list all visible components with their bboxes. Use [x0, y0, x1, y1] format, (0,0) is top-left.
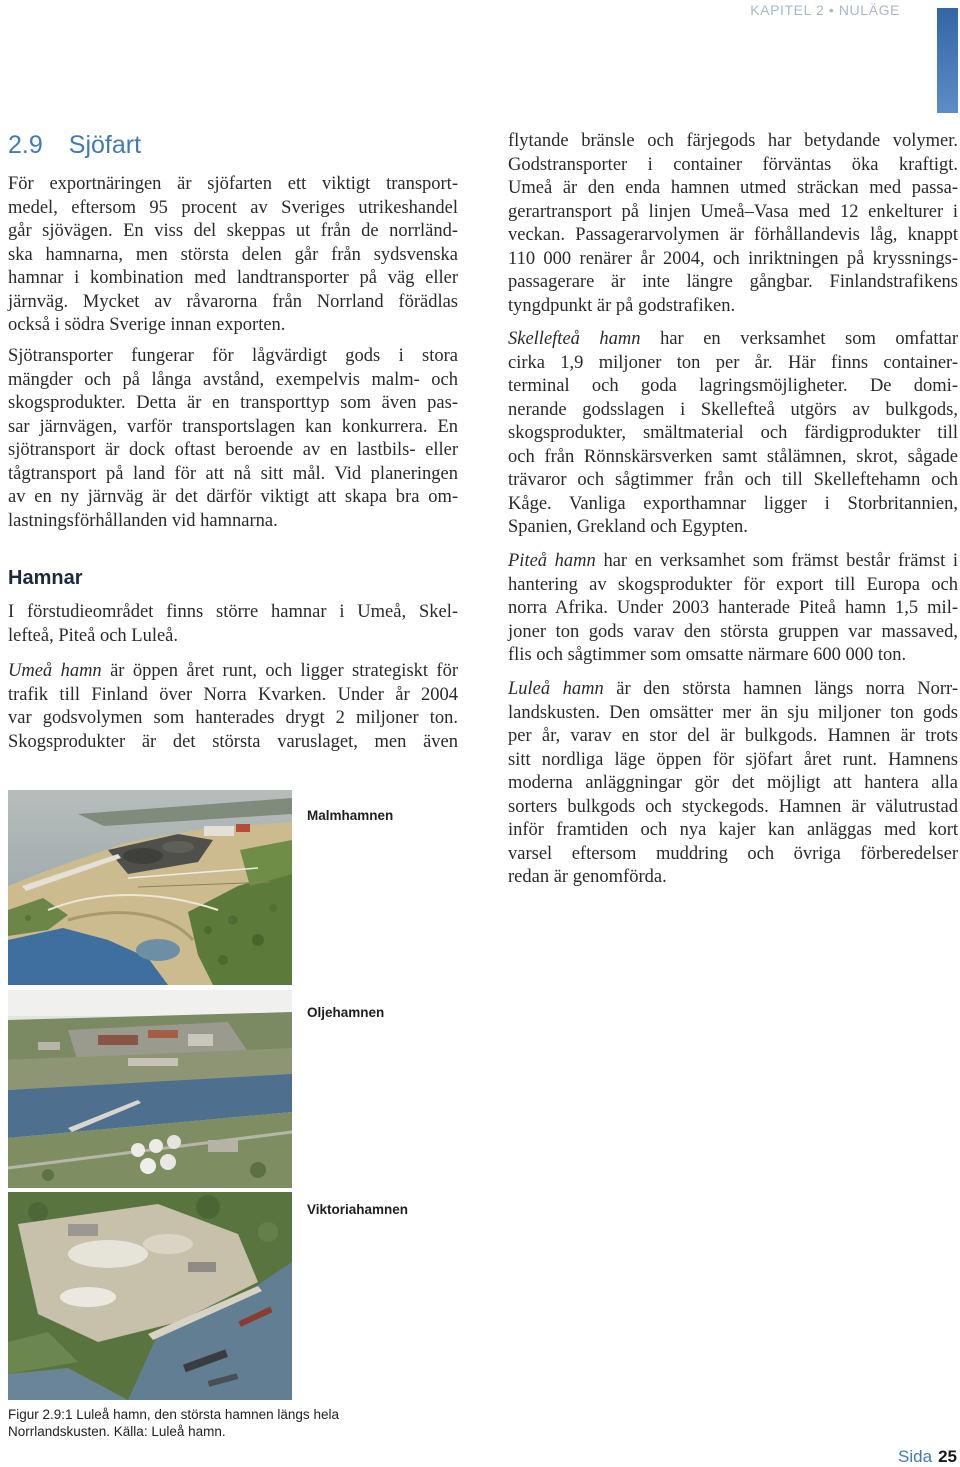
text-line	[8, 660, 458, 684]
figure-caption	[8, 1406, 339, 1440]
text-line: skogsprodukter. Detta är en transporttyp som även pas-	[8, 393, 458, 413]
text-line: trafik till Finland över Norra Kvarken. Under år 2004	[8, 684, 458, 705]
text-line: Godstransporter i container förväntas öka kraftigt.	[508, 154, 958, 175]
text-line: I förstudieområdet finns större hamnar i Umeå, Skel-	[8, 602, 458, 622]
text-line: hantering av skogsprodukter för export till Europa och	[508, 574, 958, 595]
text-line: skogsprodukter, smältmaterial och färdigprodukter till	[508, 423, 958, 443]
line-text: har en verksamhet som omfattar	[660, 329, 959, 349]
text-line: Sjötransporter fungerar för lågvärdigt gods i stora	[8, 346, 458, 366]
page-label: Sida	[898, 1447, 933, 1466]
section-heading-hamnar: Hamnar	[8, 567, 83, 589]
line-text: har en verksamhet som främst består främst i	[603, 551, 958, 571]
photo-label-oljehamnen: Oljehamnen	[307, 1005, 385, 1020]
text-line: lastningsförhållanden vid hamnarna.	[8, 510, 278, 531]
paragraph-umea-hamn-continued	[508, 130, 958, 318]
text-line: 110 000 renärer år 2004, och inriktningen på kryssnings-	[508, 248, 958, 269]
text-line: flis och sågtimmer som omsatte närmare 600 000 ton.	[508, 645, 907, 665]
line-text: är den största hamnen längs norra Norr-	[616, 679, 958, 699]
text-line: joner ton gods varav den största gruppen var massaved,	[508, 621, 958, 642]
text-line: För exportnäringen är sjöfarten ett viktigt transport-	[8, 174, 458, 194]
text-line	[508, 550, 958, 574]
text-line: järnväg. Mycket av råvarorna från Norrland förädlas	[8, 291, 458, 312]
text-line: Umeå är den enda hamnen utmed sträckan med passa-	[508, 178, 958, 198]
text-line: och från Rönnskärsverken samt stålämnen, skrot, sågade	[508, 446, 958, 467]
text-line: landskusten. Den omsätter mer än sju miljoner ton gods	[508, 702, 958, 723]
page-number	[898, 1448, 957, 1466]
text-line: mängder och på långa avstånd, exempelvis malm- och	[8, 369, 458, 390]
running-header: KAPITEL 2 • NULÄGE	[750, 2, 900, 18]
text-line: sorters bulkgods och styckegods. Hamnen är välutrustad	[508, 796, 958, 817]
text-line: flytande bränsle och färjegods har betydande volymer.	[508, 131, 958, 151]
text-line: Spanien, Grekland och Egypten.	[508, 517, 748, 537]
section-title	[8, 129, 141, 161]
text-line: varsel eftersom muddring och övriga förberedelser	[508, 843, 958, 864]
text-line: gerartransport på linjen Umeå–Vasa med 12 enkelturer i	[508, 201, 958, 222]
text-line: moderna anläggningar gör det möjligt att hantera alla	[508, 773, 958, 793]
chapter-tab	[937, 8, 958, 113]
page-number-value: 25	[938, 1447, 957, 1466]
paragraph-lead: Luleå hamn	[508, 679, 604, 699]
text-line: cirka 1,9 miljoner ton per år. Här finns container-	[508, 352, 958, 373]
text-line: ska hamnarna, men största delen går från sydsvenska	[8, 244, 458, 265]
paragraph-export-trade	[8, 173, 458, 338]
text-line: också i södra Sverige innan exporten.	[8, 315, 286, 335]
text-line: medel, eftersom 95 procent av Sveriges utrikeshandel	[8, 197, 458, 218]
text-line: Skogsprodukter är det största varuslaget, men även	[8, 731, 458, 752]
caption-line: Figur 2.9:1 Luleå hamn, den största hamnen längs hela	[8, 1407, 339, 1422]
paragraph-pitea-hamn	[508, 550, 958, 668]
section-number: 2.9	[8, 131, 43, 159]
text-line: nerande godsslagen i Skellefteå utgörs av bulkgods,	[508, 399, 958, 420]
section-title-text: Sjöfart	[68, 131, 142, 159]
paragraph-ports-overview	[8, 601, 458, 648]
text-line: tyngdpunkt är på godstrafiken.	[508, 295, 736, 316]
text-line: går sjövägen. En viss del skeppas ut från de norrländ-	[8, 221, 458, 241]
paragraph-lulea-hamn	[508, 678, 958, 890]
paragraph-skelleftea-hamn	[508, 328, 958, 540]
photo-label-viktoriahamnen: Viktoriahamnen	[307, 1202, 409, 1217]
text-line: per år, varav en stor del är bulkgods. Hamnen är trots	[508, 726, 958, 746]
text-line	[508, 328, 958, 352]
paragraph-umea-hamn	[8, 660, 458, 754]
text-line: tågtransport på land för att nå sitt mål. Vid planeringen	[8, 463, 458, 484]
photo-malmhamnen	[8, 790, 292, 985]
photo-viktoriahamnen	[8, 1192, 292, 1400]
photo-oljehamnen	[8, 990, 292, 1188]
text-line: norra Afrika. Under 2003 hanterade Piteå hamn 1,5 mil-	[508, 598, 958, 618]
paragraph-sea-transport	[8, 345, 458, 533]
text-line: av en ny järnväg är det därför viktigt att skapa bra om-	[8, 487, 458, 507]
text-line: hamnar i kombination med landtransporter på väg eller	[8, 268, 458, 288]
text-line: sjötransport är dock oftast beroende av en lastbils- eller	[8, 440, 458, 460]
paragraph-lead: Umeå hamn	[8, 661, 102, 681]
text-line	[508, 678, 958, 702]
text-line: passagerare är inte längre gångbar. Finlandstrafikens	[508, 272, 958, 292]
caption-line: Norrlandskusten. Källa: Luleå hamn.	[8, 1424, 226, 1439]
text-line: redan är genomförda.	[508, 867, 667, 887]
paragraph-lead: Piteå hamn	[508, 551, 596, 571]
text-line: terminal och goda lagringsmöjligheter. De domi-	[508, 376, 958, 396]
text-line: Kåge. Vanliga exporthamnar ligger i Storbritannien,	[508, 493, 958, 514]
paragraph-lead: Skellefteå hamn	[508, 329, 641, 349]
text-line: sar järnvägen, varför transportslagen kan konkurrera. En	[8, 416, 458, 437]
line-text: är öppen året runt, och ligger strategiskt för	[110, 661, 458, 681]
text-line: sitt nordliga läge öppen för sjöfart året runt. Hamnens	[508, 749, 958, 770]
text-line: trävaror och sågtimmer från och till Skelleftehamn och	[508, 470, 958, 490]
photo-label-malmhamnen: Malmhamnen	[307, 808, 394, 823]
text-line: lefteå, Piteå och Luleå.	[8, 625, 179, 646]
text-line: veckan. Passagerarvolymen är förhållandevis låg, knappt	[508, 225, 958, 245]
text-line: inför framtiden och nya kajer kan anläggas med kort	[508, 820, 958, 840]
text-line: var godsvolymen som hanterades drygt 2 miljoner ton.	[8, 708, 458, 728]
